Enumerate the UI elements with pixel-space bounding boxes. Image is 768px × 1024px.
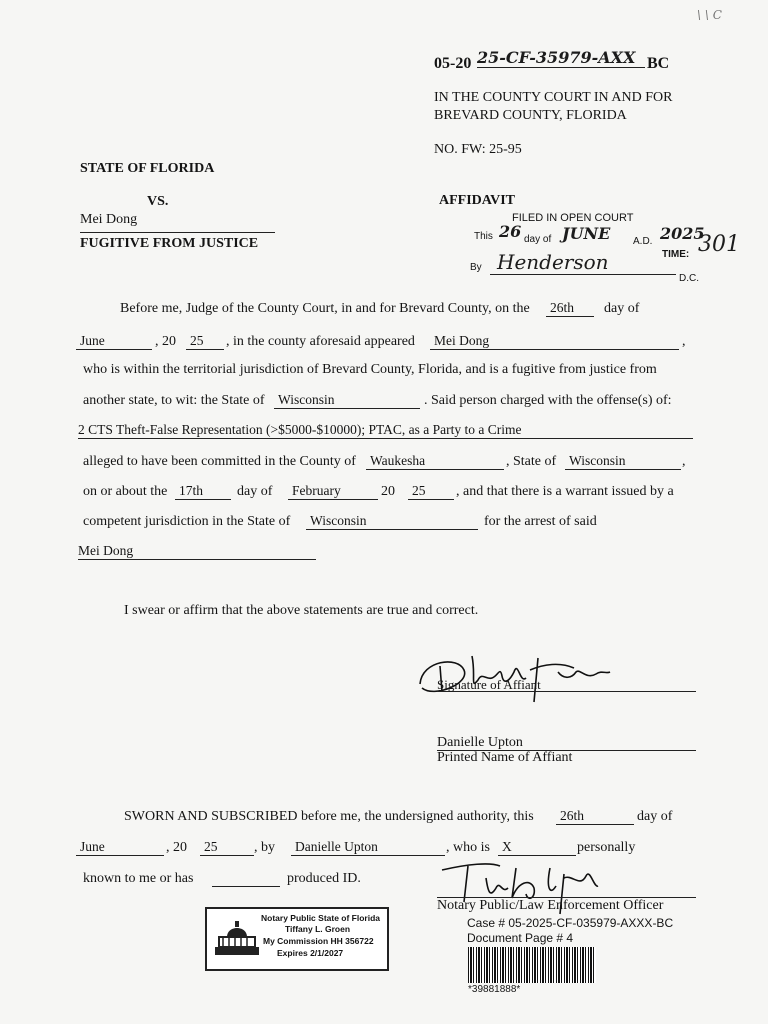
body-line-3: who is within the territorial jurisdiction of Brevard County, Florida, and is a fugitive from justice from — [83, 362, 657, 377]
sworn-by: , by — [254, 840, 275, 855]
barcode-number: *39881888* — [468, 984, 521, 995]
florida-seal-icon — [213, 921, 261, 957]
filed-month: JUNE — [562, 224, 611, 243]
notary-stamp — [205, 907, 389, 971]
fugitive-label: FUGITIVE FROM JUSTICE — [80, 236, 259, 251]
body-offense-year — [408, 483, 454, 500]
body-month — [76, 333, 152, 350]
body-comma: , — [682, 334, 686, 349]
sworn-line-b: day of — [637, 809, 673, 824]
stamp-line-4: Expires 2/1/2027 — [277, 948, 344, 958]
body-name-last — [78, 543, 316, 560]
case-number-handwritten: 25-CF-35979-AXX — [477, 48, 645, 68]
body-offense-month — [288, 483, 378, 500]
body-line-8b: for the arrest of said — [484, 514, 597, 529]
body-line-6a: alleged to have been committed in the County of — [83, 454, 356, 469]
body-comma-20: , 20 — [155, 334, 176, 349]
body-name-last-value: Mei Dong — [78, 543, 134, 558]
barcode — [468, 947, 596, 983]
defendant-name: Mei Dong — [80, 212, 138, 227]
body-line-6b: , State of — [506, 454, 557, 469]
defendant-rule — [80, 232, 275, 233]
sworn-day — [556, 808, 634, 825]
body-state-3-value: Wisconsin — [310, 513, 367, 528]
body-year-value: 25 — [190, 333, 204, 348]
body-county-value: Waukesha — [370, 453, 426, 468]
plaintiff: STATE OF FLORIDA — [80, 161, 215, 176]
sworn-year-value: 25 — [204, 839, 218, 854]
filed-dc: D.C. — [679, 273, 699, 284]
body-line-7-20: 20 — [381, 484, 395, 499]
sworn-known: known to me or has — [83, 871, 194, 886]
sworn-name-value: Danielle Upton — [295, 839, 378, 854]
filed-day-of: day of — [524, 234, 552, 245]
body-state-2-value: Wisconsin — [569, 453, 626, 468]
case-label-line-1: Case # 05-2025-CF-035979-AXXX-BC — [467, 916, 674, 930]
court-line-1: IN THE COUNTY COURT IN AND FOR — [434, 90, 673, 105]
case-label-line-2: Document Page # 4 — [467, 931, 574, 945]
body-offense-year-value: 25 — [412, 483, 426, 498]
filed-ad: A.D. — [633, 236, 653, 247]
printed-name: Danielle Upton — [437, 735, 523, 750]
body-state-value: Wisconsin — [278, 392, 335, 407]
sworn-produced: produced ID. — [287, 871, 361, 886]
corner-mark: \ \ C — [697, 8, 722, 22]
body-year — [186, 333, 224, 350]
notary-label: Notary Public/Law Enforcement Officer — [437, 898, 664, 913]
filed-time: 301 — [698, 232, 740, 257]
body-offense-day-value: 17th — [179, 483, 204, 498]
body-line-2c: , in the county aforesaid appeared — [226, 334, 415, 349]
filed-this: This — [474, 231, 493, 242]
body-line-4a: another state, to wit: the State of — [83, 393, 265, 408]
sworn-mark — [498, 839, 576, 856]
case-number-prefix: 05-20 — [434, 55, 472, 72]
body-county — [366, 453, 504, 470]
body-line-8a: competent jurisdiction in the State of — [83, 514, 291, 529]
body-offense-value: 2 CTS Theft-False Representation (>$5000-$10000); PTAC, as a Party to a Crime — [78, 422, 522, 437]
produced-id-rule — [212, 886, 280, 887]
vs-label: VS. — [147, 194, 169, 209]
body-line-1b: day of — [604, 301, 640, 316]
body-day — [546, 300, 594, 317]
filed-stamp-header: FILED IN OPEN COURT — [512, 212, 634, 224]
body-appeared-value: Mei Dong — [434, 333, 490, 348]
body-line-1a: Before me, Judge of the County Court, in and for Brevard County, on the — [120, 301, 530, 316]
body-line-7b: day of — [237, 484, 273, 499]
sworn-year — [200, 839, 254, 856]
sworn-comma-20: , 20 — [166, 840, 187, 855]
sworn-who-is: , who is — [446, 840, 490, 855]
sworn-month-value: June — [80, 839, 105, 854]
sworn-line-a: SWORN AND SUBSCRIBED before me, the undersigned authority, this — [124, 809, 534, 824]
filed-by-rule — [490, 274, 676, 275]
body-comma-2: , — [682, 454, 686, 469]
printed-name-label: Printed Name of Affiant — [437, 750, 573, 765]
sworn-mark-value: X — [502, 839, 512, 854]
affiant-signature — [412, 636, 612, 706]
body-month-value: June — [80, 333, 105, 348]
stamp-line-2: Tiffany L. Groen — [285, 924, 351, 934]
notary-signature-text — [0, 0, 8, 1]
sworn-personally: personally — [577, 840, 636, 855]
stamp-line-3: My Commission HH 356722 — [263, 936, 374, 946]
body-line-7a: on or about the — [83, 484, 168, 499]
body-offense — [78, 422, 693, 439]
body-offense-month-value: February — [292, 483, 341, 498]
swear-statement: I swear or affirm that the above statements are true and correct. — [124, 603, 479, 618]
filed-year: 2025 — [660, 224, 705, 243]
filed-clerk-signature: Henderson — [497, 250, 609, 274]
body-state-3 — [306, 513, 478, 530]
case-number-suffix: BC — [647, 55, 670, 72]
stamp-line-1: Notary Public State of Florida — [261, 913, 381, 923]
body-state — [274, 392, 420, 409]
body-offense-day — [175, 483, 231, 500]
body-appeared-name — [430, 333, 679, 350]
fw-number: NO. FW: 25-95 — [434, 142, 522, 157]
body-day-value: 26th — [550, 300, 575, 315]
filed-day: 26 — [499, 222, 522, 241]
filed-by: By — [470, 262, 482, 273]
sworn-month — [76, 839, 164, 856]
court-line-2: BREVARD COUNTY, FLORIDA — [434, 108, 627, 123]
signature-label: Signature of Affiant — [437, 677, 541, 692]
body-line-7c: , and that there is a warrant issued by a — [456, 484, 674, 499]
sworn-name — [291, 839, 445, 856]
body-line-4b: . Said person charged with the offense(s) of: — [424, 393, 672, 408]
sworn-day-value: 26th — [560, 808, 585, 823]
filed-time-label: TIME: — [662, 249, 690, 260]
body-state-2 — [565, 453, 681, 470]
document-title: AFFIDAVIT — [439, 193, 515, 208]
